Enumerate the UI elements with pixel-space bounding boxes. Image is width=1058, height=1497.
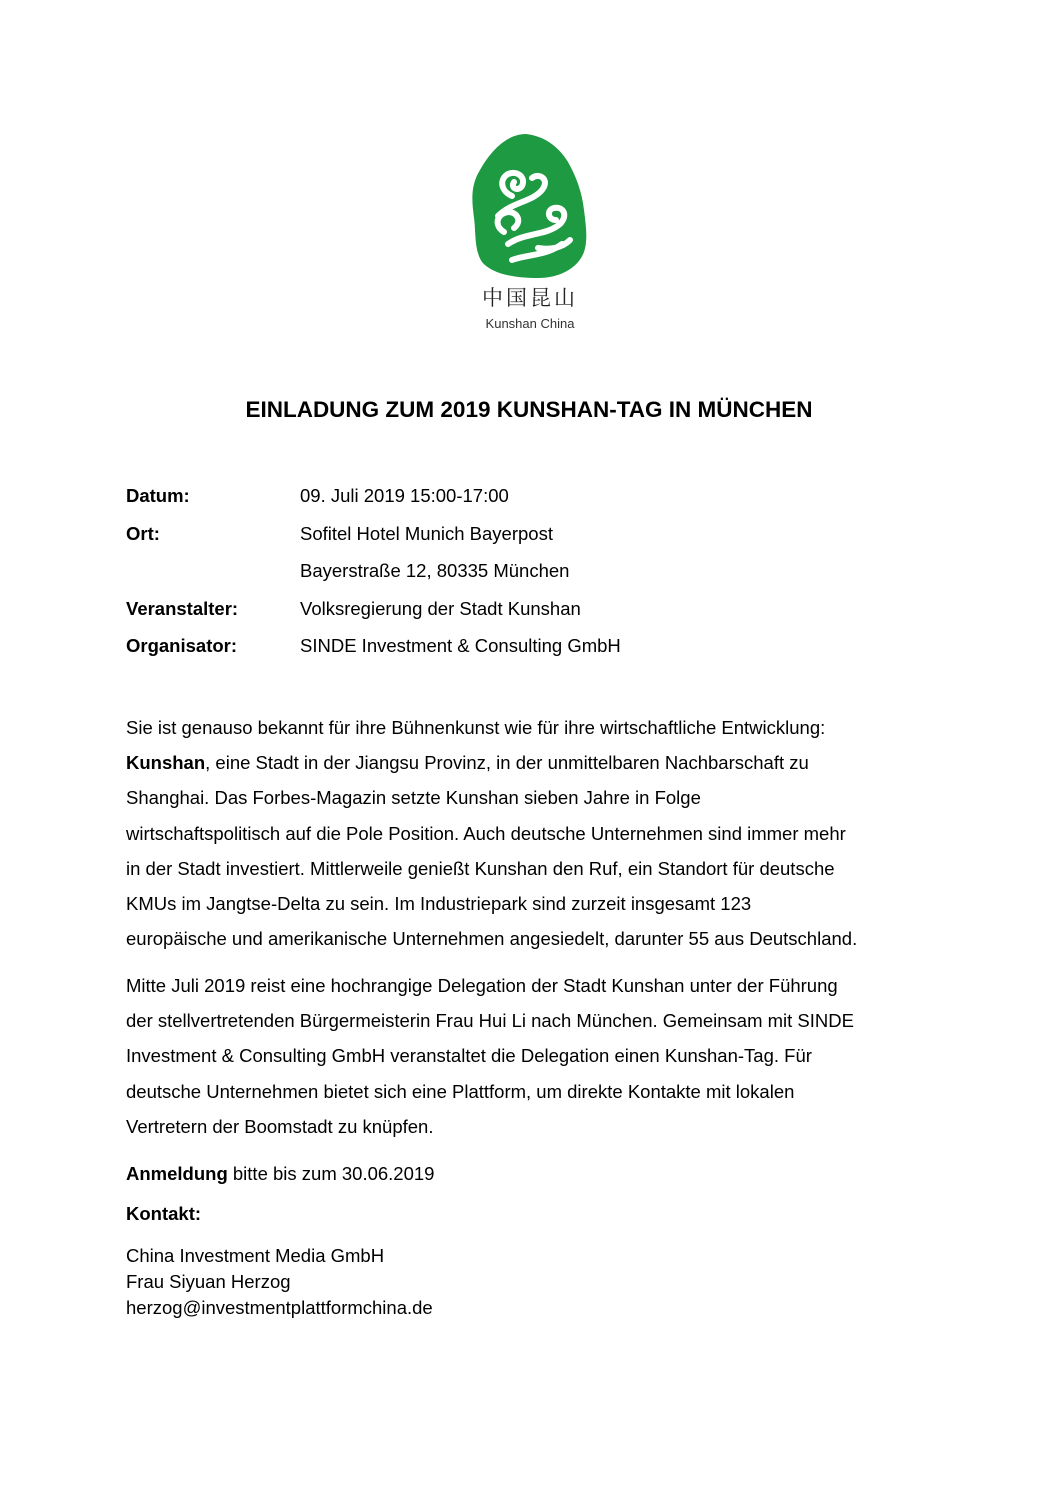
delegation-paragraph bbox=[126, 968, 966, 1144]
kunshan-logo bbox=[468, 132, 592, 337]
intro-paragraph bbox=[126, 710, 966, 956]
paragraph-line: Investment & Consulting GmbH veranstaltet die Delegation einen Kunshan-Tag. Für bbox=[126, 1045, 812, 1067]
registration-deadline: bitte bis zum 30.06.2019 bbox=[227, 1163, 435, 1184]
paragraph-line: deutsche Unternehmen bietet sich eine Plattform, um direkte Kontakte mit lokalen bbox=[126, 1080, 795, 1102]
ort-value-address: Bayerstraße 12, 80335 München bbox=[300, 560, 570, 581]
contact-block bbox=[126, 1243, 433, 1321]
paragraph-line: europäische und amerikanische Unternehmen angesiedelt, darunter 55 aus Deutschland. bbox=[126, 928, 858, 950]
paragraph-line: Vertretern der Boomstadt zu knüpfen. bbox=[126, 1115, 434, 1137]
organisator-value: SINDE Investment & Consulting GmbH bbox=[300, 635, 621, 656]
datum-value: 09. Juli 2019 15:00-17:00 bbox=[300, 485, 509, 506]
veranstalter-label: Veranstalter: bbox=[126, 597, 239, 619]
contact-email[interactable]: herzog@investmentplattformchina.de bbox=[126, 1297, 433, 1318]
veranstalter-value: Volksregierung der Stadt Kunshan bbox=[300, 597, 581, 619]
contact-person: Frau Siyuan Herzog bbox=[126, 1271, 291, 1292]
contact-heading: Kontakt: bbox=[126, 1203, 202, 1224]
registration-bold: Anmeldung bbox=[126, 1163, 228, 1184]
paragraph-line bbox=[126, 745, 966, 780]
logo-chinese-name: 中国昆山 bbox=[482, 286, 578, 310]
paragraph-line: Mitte Juli 2019 reist eine hochrangige Delegation der Stadt Kunshan unter der Führung bbox=[126, 975, 838, 996]
kunshan-cloud-emblem-icon bbox=[468, 132, 592, 280]
kunshan-bold: Kunshan bbox=[126, 752, 206, 774]
datum-label: Datum: bbox=[126, 485, 190, 506]
page-title: EINLADUNG ZUM 2019 KUNSHAN-TAG IN MÜNCHEN bbox=[245, 397, 813, 422]
contact-company: China Investment Media GmbH bbox=[126, 1245, 385, 1266]
ort-label: Ort: bbox=[126, 522, 160, 544]
paragraph-line: wirtschaftspolitisch auf die Pole Position. Auch deutsche Unternehmen sind immer mehr bbox=[126, 822, 846, 844]
paragraph-line-rest: , eine Stadt in der Jiangsu Provinz, in der unmittelbaren Nachbarschaft zu bbox=[205, 752, 809, 774]
paragraph-line: Sie ist genauso bekannt für ihre Bühnenkunst wie für ihre wirtschaftliche Entwicklung: bbox=[126, 717, 826, 738]
organisator-label: Organisator: bbox=[126, 635, 238, 656]
ort-value-venue: Sofitel Hotel Munich Bayerpost bbox=[300, 522, 553, 544]
logo-english-name: Kunshan China bbox=[485, 316, 575, 331]
paragraph-line: in der Stadt investiert. Mittlerweile genießt Kunshan den Ruf, ein Standort für deutsche bbox=[126, 857, 835, 879]
paragraph-line: Shanghai. Das Forbes-Magazin setzte Kunshan sieben Jahre in Folge bbox=[126, 787, 701, 809]
registration-note bbox=[126, 1163, 434, 1185]
paragraph-line: der stellvertretenden Bürgermeisterin Frau Hui Li nach München. Gemeinsam mit SINDE bbox=[126, 1010, 854, 1032]
paragraph-line: KMUs im Jangtse-Delta zu sein. Im Industriepark sind zurzeit insgesamt 123 bbox=[126, 893, 752, 915]
